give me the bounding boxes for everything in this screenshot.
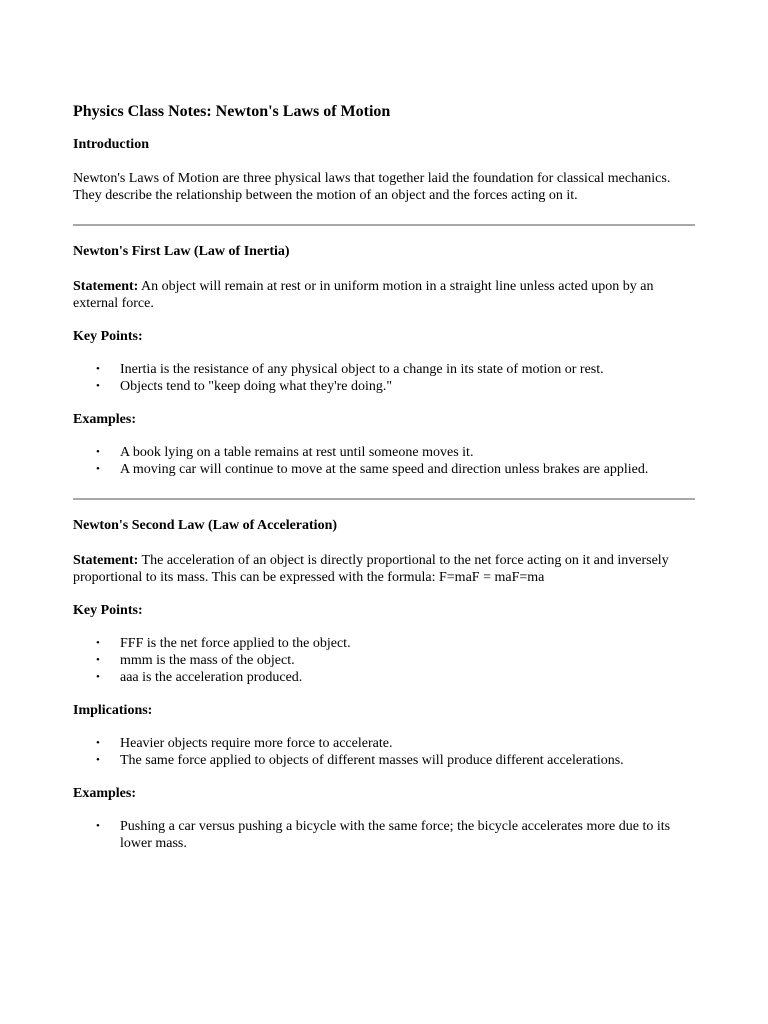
bullet-icon: •	[96, 737, 100, 749]
bullet-icon: •	[96, 754, 100, 766]
second-law-key-points-list	[73, 635, 695, 686]
bullet-icon: •	[96, 637, 100, 649]
second-law-implications-heading: Implications:	[73, 703, 153, 718]
list-item: • FFF is the net force applied to the object.	[96, 636, 351, 651]
bullet-icon: •	[96, 380, 100, 392]
list-item: • Inertia is the resistance of any physical object to a change in its state of motion or rest.	[96, 362, 604, 377]
first-law-key-points-list	[73, 361, 695, 395]
statement-text: The acceleration of an object is directly proportional to the net force acting on it and inversely proportional to its mass. This can be expressed with the formula: F=maF = maF=ma	[73, 553, 669, 585]
statement-label: Statement:	[73, 279, 139, 294]
list-item: • A book lying on a table remains at rest until someone moves it.	[96, 445, 474, 460]
second-law-examples-list	[73, 818, 695, 852]
first-law-examples-list	[73, 444, 695, 478]
section-divider	[73, 498, 695, 500]
list-item: • A moving car will continue to move at the same speed and direction unless brakes are applied.	[96, 462, 649, 477]
list-item: • Pushing a car versus pushing a bicycle with the same force; the bicycle accelerates more due to its lower mass.	[96, 819, 671, 851]
bullet-icon: •	[96, 820, 100, 832]
first-law-heading: Newton's First Law (Law of Inertia)	[73, 244, 290, 259]
page-title: Physics Class Notes: Newton's Laws of Motion	[73, 103, 391, 120]
list-item: • mmm is the mass of the object.	[96, 653, 295, 668]
second-law-statement	[73, 552, 695, 586]
statement-text: An object will remain at rest or in uniform motion in a straight line unless acted upon by an external force.	[73, 279, 654, 311]
document-page	[73, 102, 695, 868]
second-law-key-points-heading: Key Points:	[73, 603, 143, 618]
intro-text: Newton's Laws of Motion are three physical laws that together laid the foundation for classical mechanics. They describe the relationship between the motion of an object and the forces acting on it.	[73, 171, 671, 203]
second-law-implications-list	[73, 735, 695, 769]
list-item: • The same force applied to objects of different masses will produce different accelerations.	[96, 753, 624, 768]
first-law-key-points-heading: Key Points:	[73, 329, 143, 344]
second-law-examples-heading: Examples:	[73, 786, 136, 801]
section-divider	[73, 224, 695, 226]
bullet-icon: •	[96, 363, 100, 375]
bullet-icon: •	[96, 671, 100, 683]
list-item: • aaa is the acceleration produced.	[96, 670, 303, 685]
bullet-icon: •	[96, 463, 100, 475]
second-law-heading: Newton's Second Law (Law of Acceleration)	[73, 518, 338, 533]
bullet-icon: •	[96, 446, 100, 458]
first-law-statement	[73, 278, 695, 312]
first-law-examples-heading: Examples:	[73, 412, 136, 427]
intro-heading: Introduction	[73, 137, 149, 152]
bullet-icon: •	[96, 654, 100, 666]
list-item: • Heavier objects require more force to accelerate.	[96, 736, 393, 751]
list-item: • Objects tend to "keep doing what they're doing."	[96, 379, 393, 394]
statement-label: Statement:	[73, 553, 139, 568]
